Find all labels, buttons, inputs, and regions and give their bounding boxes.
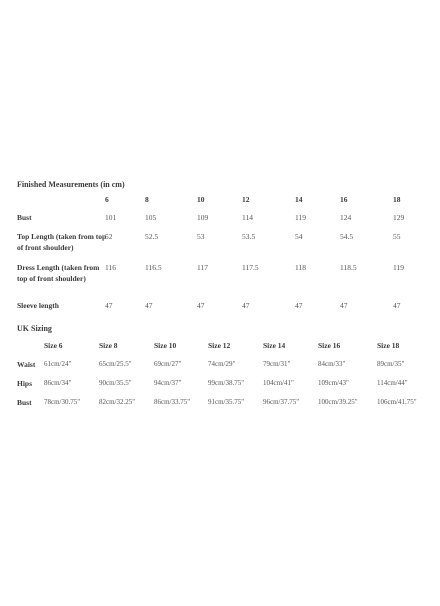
cell-value: 118: [295, 263, 306, 272]
cell-value: 52.5: [145, 232, 159, 241]
cell-value: 82cm/32.25": [99, 398, 136, 406]
size-header: 12: [242, 195, 250, 204]
size-header: 8: [145, 195, 149, 204]
cell-value: 89cm/35": [377, 360, 405, 368]
cell-value: 109: [197, 213, 209, 222]
size-header: 14: [295, 195, 303, 204]
cell-value: 117.5: [242, 263, 259, 272]
cell-value: 116.5: [145, 263, 162, 272]
cell-value: 69cm/27": [154, 360, 182, 368]
finished-measurements-title: Finished Measurements (in cm): [17, 180, 125, 189]
cell-value: 124: [340, 213, 352, 222]
row-label: Waist: [17, 360, 36, 369]
cell-value: 65cm/25.5": [99, 360, 132, 368]
size-header: 6: [105, 195, 109, 204]
row-label: Sleeve length: [17, 301, 59, 310]
cell-value: 47: [145, 301, 153, 310]
size-header: Size 8: [99, 341, 118, 350]
cell-value: 129: [393, 213, 405, 222]
size-header: Size 14: [263, 341, 286, 350]
cell-value: 104cm/41": [263, 379, 294, 387]
row-label: Top Length (taken from top of front shoulder): [17, 232, 107, 252]
cell-value: 54.5: [340, 232, 354, 241]
size-header: Size 10: [154, 341, 177, 350]
row-label: Bust: [17, 398, 32, 407]
uk-sizing-title: UK Sizing: [17, 324, 52, 333]
size-header: 10: [197, 195, 205, 204]
cell-value: 47: [340, 301, 348, 310]
cell-value: 86cm/34": [44, 379, 72, 387]
cell-value: 55: [393, 232, 401, 241]
cell-value: 109cm/43": [318, 379, 349, 387]
size-header: Size 18: [377, 341, 400, 350]
cell-value: 105: [145, 213, 157, 222]
size-header: Size 16: [318, 341, 341, 350]
cell-value: 78cm/30.75": [44, 398, 81, 406]
cell-value: 47: [393, 301, 401, 310]
size-header: Size 12: [208, 341, 231, 350]
cell-value: 90cm/35.5": [99, 379, 132, 387]
cell-value: 86cm/33.75": [154, 398, 191, 406]
cell-value: 47: [242, 301, 250, 310]
cell-value: 116: [105, 263, 116, 272]
size-header: 18: [393, 195, 401, 204]
cell-value: 94cm/37": [154, 379, 182, 387]
cell-value: 100cm/39.25": [318, 398, 358, 406]
cell-value: 117: [197, 263, 208, 272]
cell-value: 114: [242, 213, 253, 222]
cell-value: 47: [295, 301, 303, 310]
size-header: 16: [340, 195, 348, 204]
cell-value: 101: [105, 213, 117, 222]
cell-value: 84cm/33": [318, 360, 346, 368]
cell-value: 53.5: [242, 232, 256, 241]
cell-value: 114cm/44": [377, 379, 408, 387]
cell-value: 96cm/37.75": [263, 398, 300, 406]
cell-value: 99cm/38.75": [208, 379, 245, 387]
cell-value: 52: [105, 232, 113, 241]
cell-value: 119: [393, 263, 404, 272]
row-label: Dress Length (taken from top of front shoulder): [17, 263, 100, 283]
cell-value: 53: [197, 232, 205, 241]
cell-value: 79cm/31": [263, 360, 291, 368]
cell-value: 119: [295, 213, 306, 222]
cell-value: 47: [197, 301, 205, 310]
cell-value: 106cm/41.75": [377, 398, 417, 406]
cell-value: 54: [295, 232, 303, 241]
cell-value: 74cm/29": [208, 360, 236, 368]
size-header: Size 6: [44, 341, 63, 350]
row-label: Hips: [17, 379, 33, 388]
cell-value: 118.5: [340, 263, 357, 272]
cell-value: 91cm/35.75": [208, 398, 245, 406]
cell-value: 47: [105, 301, 113, 310]
cell-value: 61cm/24": [44, 360, 72, 368]
row-label: Bust: [17, 213, 32, 222]
